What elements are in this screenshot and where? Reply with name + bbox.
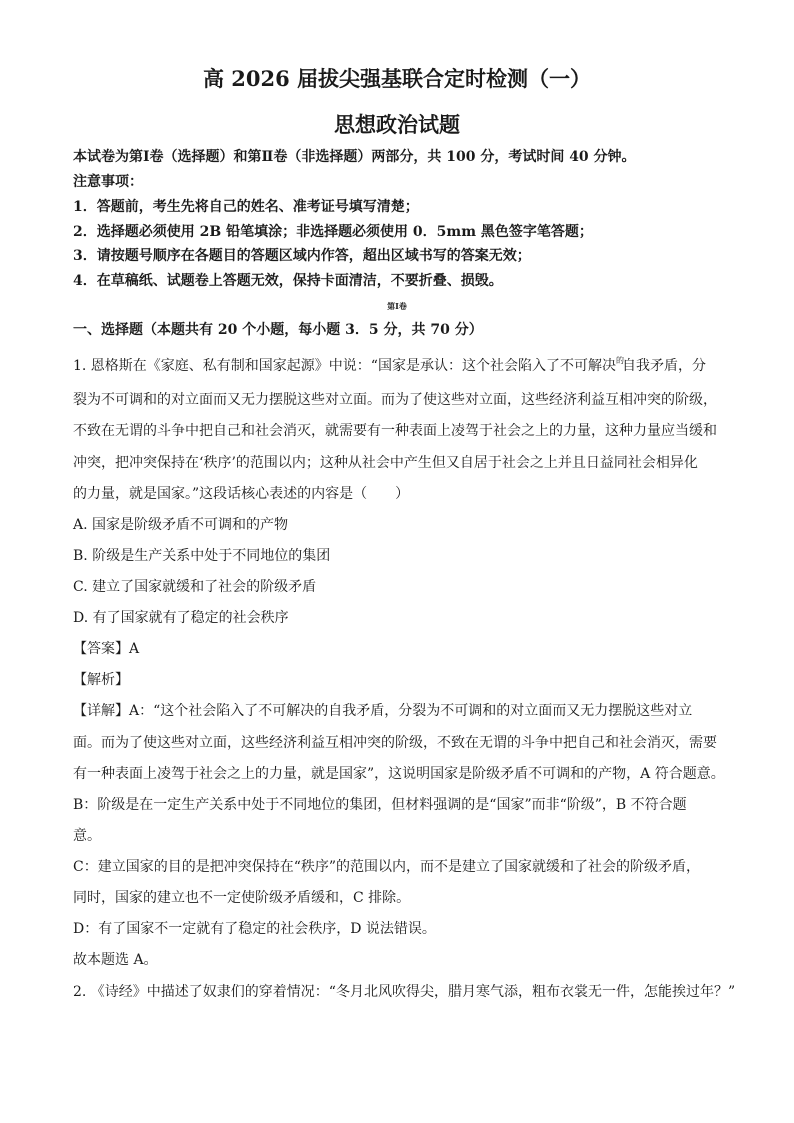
question-1-text: 1. 恩格斯在《家庭、私有制和国家起源》中说：“国家是承认：这个社会陷入了不可解决 (73, 358, 616, 374)
notice-item: 4．在草稿纸、试题卷上答题无效，保持卡面清洁，不要折叠、损毁。 (73, 273, 503, 289)
question-1-line: 的力量，就是国家。”这段话核心表述的内容是（ ） (73, 486, 410, 502)
question-1-superscript: 的 (615, 356, 624, 365)
option-d: D. 有了国家就有了稳定的社会秩序 (73, 610, 289, 626)
exam-title: 高 2026 届拔尖强基联合定时检测（一） (202, 66, 592, 91)
answer-label: 【答案】A (73, 641, 140, 657)
option-a: A. 国家是阶级矛盾不可调和的产物 (73, 517, 289, 533)
analysis-line: D：有了国家不一定就有了稳定的社会秩序，D 说法错误。 (73, 921, 436, 937)
notice-heading: 注意事项： (73, 174, 143, 190)
question-1-line (73, 356, 706, 378)
notice-intro: 本试卷为第Ⅰ卷（选择题）和第Ⅱ卷（非选择题）两部分，共 100 分，考试时间 40 分钟。 (73, 149, 636, 165)
section-heading: 一、选择题（本题共有 20 个小题，每小题 3．5 分，共 70 分） (73, 322, 483, 338)
option-c: C. 建立了国家就缓和了社会的阶级矛盾 (73, 579, 317, 595)
notice-item: 3．请按题号顺序在各题目的答题区域内作答，超出区域书写的答案无效； (73, 248, 531, 264)
notice-item: 2．选择题必须使用 2B 铅笔填涂；非选择题必须使用 0．5mm 黑色签字笔答题； (73, 224, 593, 240)
question-1-text: 自我矛盾，分 (621, 358, 706, 374)
notice-item: 1．答题前，考生先将自己的姓名、准考证号填写清楚； (73, 199, 419, 215)
question-1-line: 不致在无谓的斗争中把自己和社会消灭，就需要有一种表面上凌驾于社会之上的力量，这种力量应当缓和 (73, 423, 717, 439)
analysis-line: B：阶级是在一定生产关系中处于不同地位的集团，但材料强调的是“国家”而非“阶级”，B 不符合题 (73, 797, 687, 813)
analysis-label: 【解析】 (73, 672, 129, 688)
exam-subject: 思想政治试题 (334, 112, 460, 137)
volume-heading: 第Ⅰ卷 (387, 301, 407, 311)
analysis-line: 有一种表面上凌驾于社会之上的力量，就是国家”，这说明国家是阶级矛盾不可调和的产物，A 符合题意。 (73, 766, 725, 782)
analysis-line: C：建立国家的目的是把冲突保持在“秩序”的范围以内，而不是建立了国家就缓和了社会的阶级矛盾， (73, 859, 701, 875)
question-1-line: 冲突，把冲突保持在‘秩序’的范围以内；这种从社会中产生但又自居于社会之上并且日益同社会相异化 (73, 455, 698, 471)
analysis-line: 故本题选 A。 (73, 952, 158, 968)
analysis-line: 面。而为了使这些对立面，这些经济利益互相冲突的阶级，不致在无谓的斗争中把自己和社会消灭，需要 (73, 735, 717, 751)
analysis-line: 同时，国家的建立也不一定使阶级矛盾缓和，C 排除。 (73, 890, 411, 906)
question-2-line: 2. 《诗经》中描述了奴隶们的穿着情况：“冬月北风吹得尖，腊月寒气添，粗布衣裳无一件，怎能挨过年？” (73, 984, 736, 1000)
analysis-line: 【详解】A：“这个社会陷入了不可解决的自我矛盾，分裂为不可调和的对立面而又无力摆脱这些对立 (73, 703, 693, 719)
analysis-line: 意。 (73, 828, 101, 844)
question-1-line: 裂为不可调和的对立面而又无力摆脱这些对立面。而为了使这些对立面，这些经济利益互相冲突的阶级， (73, 392, 717, 408)
option-b: B. 阶级是生产关系中处于不同地位的集团 (73, 548, 331, 564)
